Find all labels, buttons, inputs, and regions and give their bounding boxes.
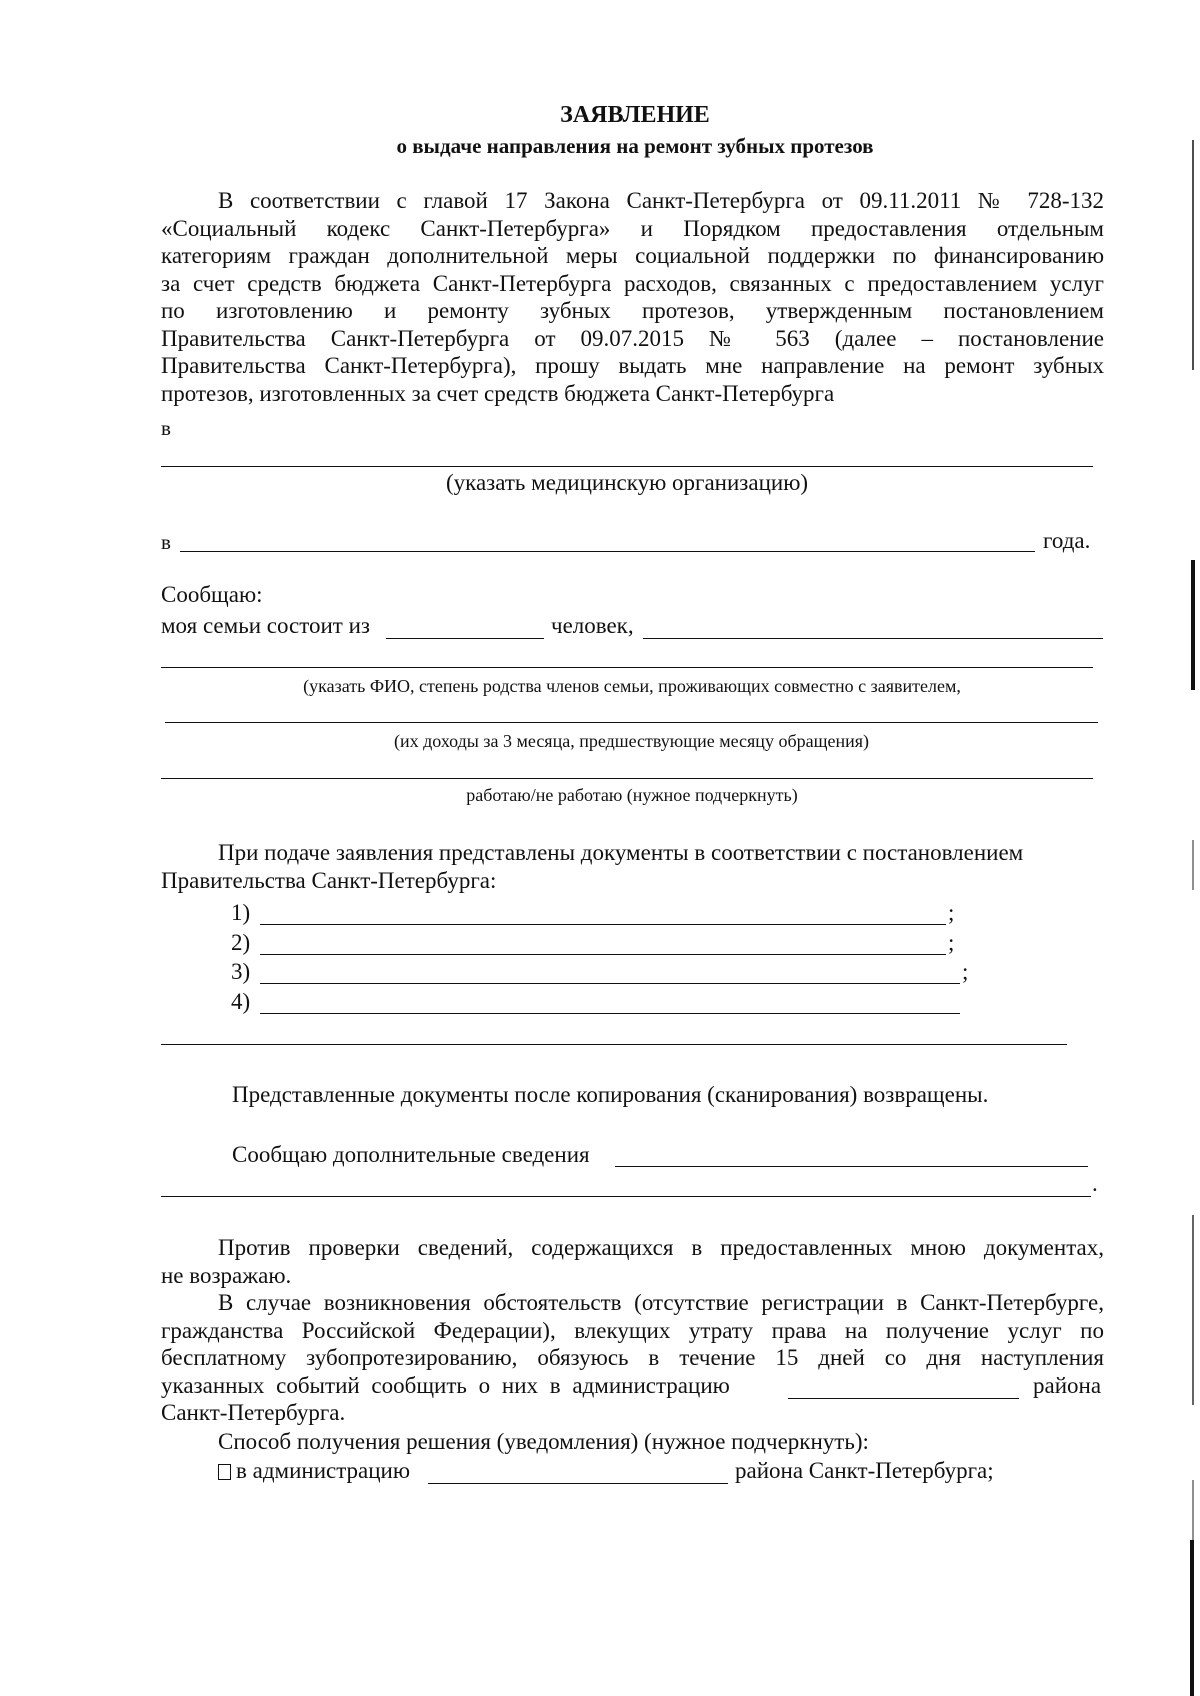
intro-line: «Социальный кодекс Санкт-Петербурга» и Порядком предоставления отдельным bbox=[161, 215, 1104, 241]
work-field[interactable] bbox=[161, 778, 1093, 779]
obligation-line4-prefix: указанных событий сообщить о них в администрацию bbox=[161, 1373, 730, 1398]
checkbox-icon[interactable] bbox=[218, 1464, 231, 1480]
extra-info-field[interactable] bbox=[615, 1166, 1088, 1167]
method-label: Способ получения решения (уведомления) (нужное подчеркнуть): bbox=[218, 1429, 869, 1454]
family-middle: человек, bbox=[551, 613, 634, 638]
medical-organization-field[interactable] bbox=[161, 466, 1093, 467]
option-admin-prefix: в администрацию bbox=[236, 1458, 411, 1483]
income-field[interactable] bbox=[165, 722, 1098, 723]
scan-margin-mark bbox=[1191, 560, 1195, 690]
family-members-field[interactable] bbox=[643, 638, 1103, 639]
year-field[interactable] bbox=[180, 551, 1035, 552]
scan-margin-mark bbox=[1192, 1480, 1194, 1540]
report-label: Сообщаю: bbox=[161, 582, 263, 607]
prep-v: в bbox=[161, 416, 171, 440]
obligation-line5: Санкт-Петербурга. bbox=[161, 1400, 346, 1425]
no-objection-paragraph bbox=[161, 1234, 1104, 1289]
obligation-line: гражданства Российской Федерации), влекущих утрату права на получение услуг по bbox=[161, 1317, 1104, 1343]
scan-margin-mark bbox=[1190, 1540, 1194, 1696]
document-item-number: 1) bbox=[231, 900, 251, 925]
document-item-number: 2) bbox=[231, 930, 251, 955]
income-hint: (их доходы за 3 месяца, предшествующие месяцу обращения) bbox=[394, 731, 869, 751]
document-item-end: ; bbox=[948, 930, 955, 955]
intro-line: Правительства Санкт-Петербурга от 09.07.2015 № 563 (далее – постановление bbox=[161, 325, 1104, 351]
extra-info-end: . bbox=[1092, 1171, 1098, 1196]
option-admin-district-field[interactable] bbox=[428, 1483, 728, 1484]
obligation-line4-suffix: района bbox=[1033, 1373, 1102, 1398]
option-admin bbox=[218, 1457, 410, 1485]
extra-info-label: Сообщаю дополнительные сведения bbox=[232, 1142, 590, 1167]
family-prefix: моя семьи состоит из bbox=[161, 613, 370, 638]
document-title: ЗАЯВЛЕНИЕ bbox=[560, 102, 710, 128]
intro-line: за счет средств бюджета Санкт-Петербурга расходов, связанных с предоставлением услуг bbox=[161, 270, 1104, 296]
obligation-paragraph bbox=[161, 1289, 1104, 1372]
documents-line: При подаче заявления представлены документы в соответствии с постановлением bbox=[218, 840, 1024, 865]
intro-line: протезов, изготовленных за счет средств бюджета Санкт-Петербурга bbox=[161, 380, 835, 406]
family-count-field[interactable] bbox=[386, 638, 544, 639]
documents-extra-field[interactable] bbox=[161, 1044, 1067, 1045]
family-hint: (указать ФИО, степень родства членов семьи, проживающих совместно с заявителем, bbox=[303, 676, 961, 696]
documents-line: Правительства Санкт-Петербурга: bbox=[161, 867, 497, 893]
document-item-end: ; bbox=[962, 959, 969, 984]
option-admin-suffix: района Санкт-Петербурга; bbox=[735, 1458, 994, 1483]
scan-margin-mark bbox=[1192, 140, 1194, 370]
document-item-field[interactable] bbox=[260, 1013, 960, 1014]
returned-note: Представленные документы после копирования (сканирования) возвращены. bbox=[232, 1082, 989, 1107]
obligation-line: бесплатному зубопротезированию, обязуюсь в течение 15 дней со дня наступления bbox=[161, 1345, 1104, 1370]
family-members-field-2[interactable] bbox=[161, 667, 1093, 668]
intro-line: по изготовлению и ремонту зубных протезов, утвержденным постановлением bbox=[161, 298, 1104, 323]
work-hint: работаю/не работаю (нужное подчеркнуть) bbox=[466, 785, 798, 805]
document-item-number: 4) bbox=[231, 989, 251, 1014]
document-subtitle: о выдаче направления на ремонт зубных протезов bbox=[396, 134, 874, 158]
document-item-field[interactable] bbox=[260, 983, 960, 984]
document-item-field[interactable] bbox=[260, 924, 946, 925]
document-item-end: ; bbox=[948, 900, 955, 925]
obligation-line: В случае возникновения обстоятельств (отсутствие регистрации в Санкт-Петербурге, bbox=[218, 1290, 1104, 1315]
scan-margin-mark bbox=[1192, 840, 1194, 890]
extra-info-field-2[interactable] bbox=[161, 1196, 1091, 1197]
document-item-field[interactable] bbox=[260, 954, 946, 955]
year-prefix: в bbox=[161, 530, 171, 554]
year-suffix: года. bbox=[1043, 528, 1091, 553]
medical-organization-hint: (указать медицинскую организацию) bbox=[445, 470, 809, 495]
no-objection-line: Против проверки сведений, содержащихся в предоставленных мною документах, bbox=[218, 1235, 1104, 1260]
document-item-number: 3) bbox=[231, 959, 251, 984]
documents-paragraph bbox=[161, 839, 1084, 894]
intro-line: категориям граждан дополнительной меры социальной поддержки по финансированию bbox=[161, 243, 1104, 268]
scan-margin-mark bbox=[1192, 1215, 1194, 1405]
intro-line: Правительства Санкт-Петербурга), прошу выдать мне направление на ремонт зубных bbox=[161, 353, 1104, 378]
no-objection-line: не возражаю. bbox=[161, 1262, 292, 1288]
district-field[interactable] bbox=[788, 1398, 1019, 1399]
intro-line: В соответствии с главой 17 Закона Санкт-Петербурга от 09.11.2011 № 728-132 bbox=[218, 188, 1104, 213]
intro-paragraph bbox=[161, 187, 1104, 407]
